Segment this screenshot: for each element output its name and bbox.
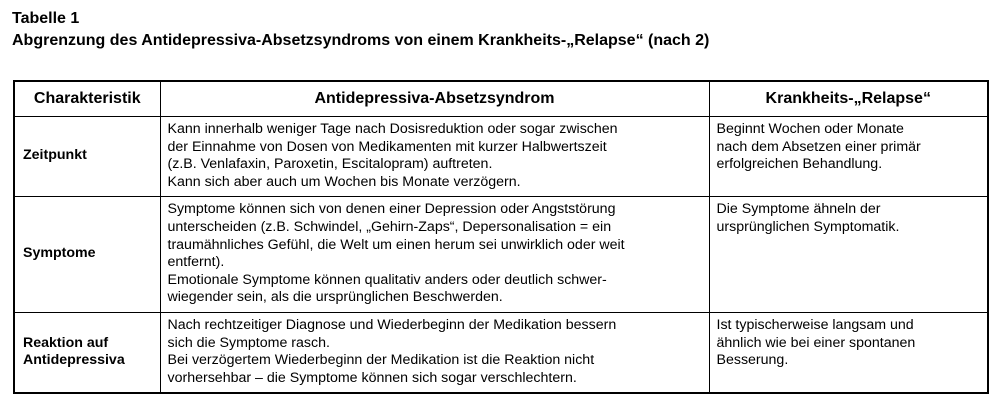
table-caption: [12, 8, 709, 52]
comparison-table: [13, 80, 989, 394]
relapse-cell: [709, 117, 988, 197]
table-title: Abgrenzung des Antidepressiva-Absetzsyndroms von einem Krankheits-„Relapse“ (nach 2): [12, 32, 710, 49]
syndrome-cell: [160, 117, 709, 197]
cell-line: unterscheiden (z.B. Schwindel, „Gehirn-Zaps“, Depersonalisation = ein: [167, 218, 612, 235]
cell-line: Bei verzögertem Wiederbeginn der Medikation ist die Reaktion nicht: [167, 352, 595, 369]
table-row-symptome: [14, 197, 988, 313]
cell-line: (z.B. Venlafaxin, Paroxetin, Escitalopram) auftreten.: [167, 156, 493, 173]
cell-line: entfernt).: [167, 254, 225, 271]
column-header-absetzsyndrom: Antidepressiva-Absetzsyndrom: [160, 81, 709, 117]
row-label-line: Antidepressiva: [23, 352, 125, 369]
cell-line: vorhersehbar – die Symptome können sich sogar verschlechtern.: [167, 369, 577, 386]
syndrome-cell: [160, 197, 709, 313]
cell-line: Kann sich aber auch um Wochen bis Monate verzögern.: [167, 173, 521, 190]
cell-line: der Einnahme von Dosen von Medikamenten mit kurzer Halbwertszeit: [167, 138, 607, 155]
row-label: [14, 117, 160, 197]
row-label-line: Reaktion auf: [23, 334, 109, 351]
cell-line: erfolgreichen Behandlung.: [716, 156, 883, 173]
cell-line: nach dem Absetzen einer primär: [716, 138, 921, 155]
cell-line: sich die Symptome rasch.: [167, 334, 330, 351]
table-number: Tabelle 1: [12, 10, 80, 27]
column-header-relapse: Krankheits-„Relapse“: [709, 81, 988, 117]
cell-line: traumähnliches Gefühl, die Welt um einen herum sei unwirklich oder weit: [167, 236, 625, 253]
row-label-line: Symptome: [23, 245, 96, 262]
cell-line: Symptome können sich von denen einer Depression oder Angststörung: [167, 201, 616, 218]
header-row: [14, 81, 988, 117]
cell-line: Beginnt Wochen oder Monate: [716, 121, 904, 137]
cell-line: Die Symptome ähneln der: [716, 201, 881, 218]
cell-line: ursprünglichen Symptomatik.: [716, 218, 900, 235]
relapse-cell: [709, 197, 988, 313]
cell-line: Nach rechtzeitiger Diagnose und Wiederbeginn der Medikation bessern: [167, 316, 617, 333]
syndrome-cell: [160, 312, 709, 393]
cell-line: Emotionale Symptome können qualitativ anders oder deutlich schwer-: [167, 271, 607, 288]
cell-line: Besserung.: [716, 352, 789, 369]
cell-line: ähnlich wie bei einer spontanen: [716, 334, 916, 351]
column-header-charakteristik: Charakteristik: [14, 81, 160, 117]
table-row-reaktion: [14, 312, 988, 393]
row-label-line: Zeitpunkt: [23, 147, 87, 164]
table-row-zeitpunkt: [14, 117, 988, 197]
cell-line: Kann innerhalb weniger Tage nach Dosisreduktion oder sogar zwischen: [167, 121, 618, 137]
relapse-cell: [709, 312, 988, 393]
cell-line: Ist typischerweise langsam und: [716, 316, 914, 333]
row-label: [14, 197, 160, 313]
row-label: [14, 312, 160, 393]
cell-line: wiegender sein, als die ursprünglichen Beschwerden.: [167, 289, 503, 306]
